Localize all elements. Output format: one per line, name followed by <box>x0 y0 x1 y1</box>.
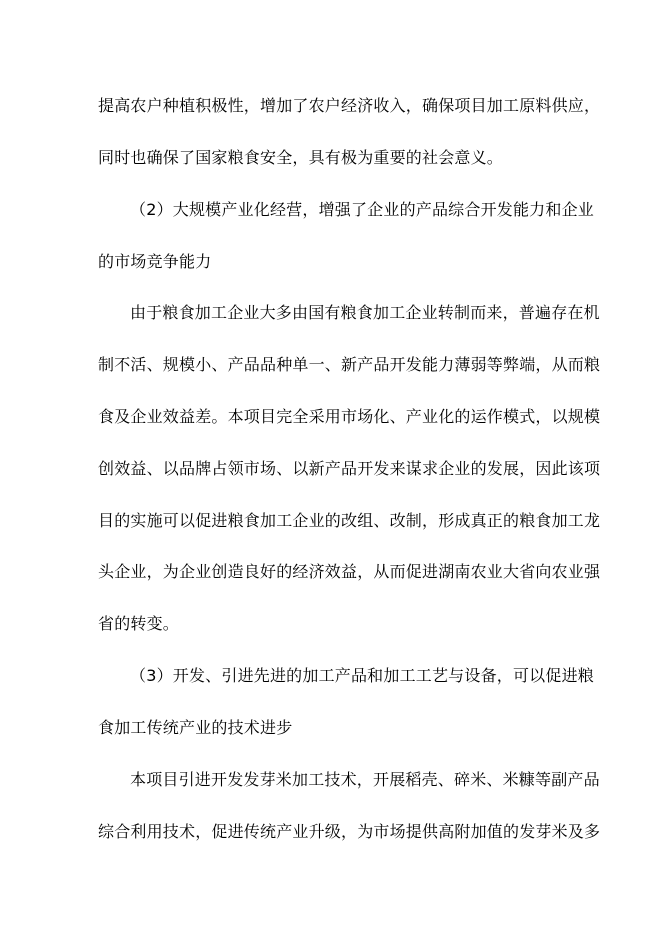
text-line-6: 制不活、规模小、产品品种单一、新产品开发能力薄弱等弊端，从而粮 <box>98 355 601 374</box>
section-heading-2-line-2: 的市场竞争能力 <box>98 252 212 271</box>
text-line-11: 省的转变。 <box>98 614 180 633</box>
text-line-14: 本项目引进开发发芽米加工技术，开展稻壳、碎米、米糠等副产品 <box>130 770 600 789</box>
section-heading-3-line-2: 食加工传统产业的技术进步 <box>98 718 293 737</box>
text-line-5: 由于粮食加工企业大多由国有粮食加工企业转制而来，普遍存在机 <box>130 303 600 322</box>
text-line-2: 同时也确保了国家粮食安全，具有极为重要的社会意义。 <box>98 148 504 167</box>
text-line-7: 食及企业效益差。本项目完全采用市场化、产业化的运作模式，以规模 <box>98 407 601 426</box>
text-line-1: 提高农户种植积极性，增加了农户经济收入，确保项目加工原料供应， <box>98 96 601 115</box>
text-line-10: 头企业，为企业创造良好的经济效益，从而促进湖南农业大省向农业强 <box>98 562 601 581</box>
section-heading-3-line-1: （3）开发、引进先进的加工产品和加工工艺与设备，可以促进粮 <box>130 666 594 685</box>
text-line-15: 综合利用技术，促进传统产业升级，为市场提供高附加值的发芽米及多 <box>98 822 601 841</box>
text-line-8: 创效益、以品牌占领市场、以新产品开发来谋求企业的发展，因此该项 <box>98 459 601 478</box>
text-line-9: 目的实施可以促进粮食加工企业的改组、改制，形成真正的粮食加工龙 <box>98 511 601 530</box>
section-heading-2-line-1: （2）大规模产业化经营，增强了企业的产品综合开发能力和企业 <box>130 200 594 219</box>
